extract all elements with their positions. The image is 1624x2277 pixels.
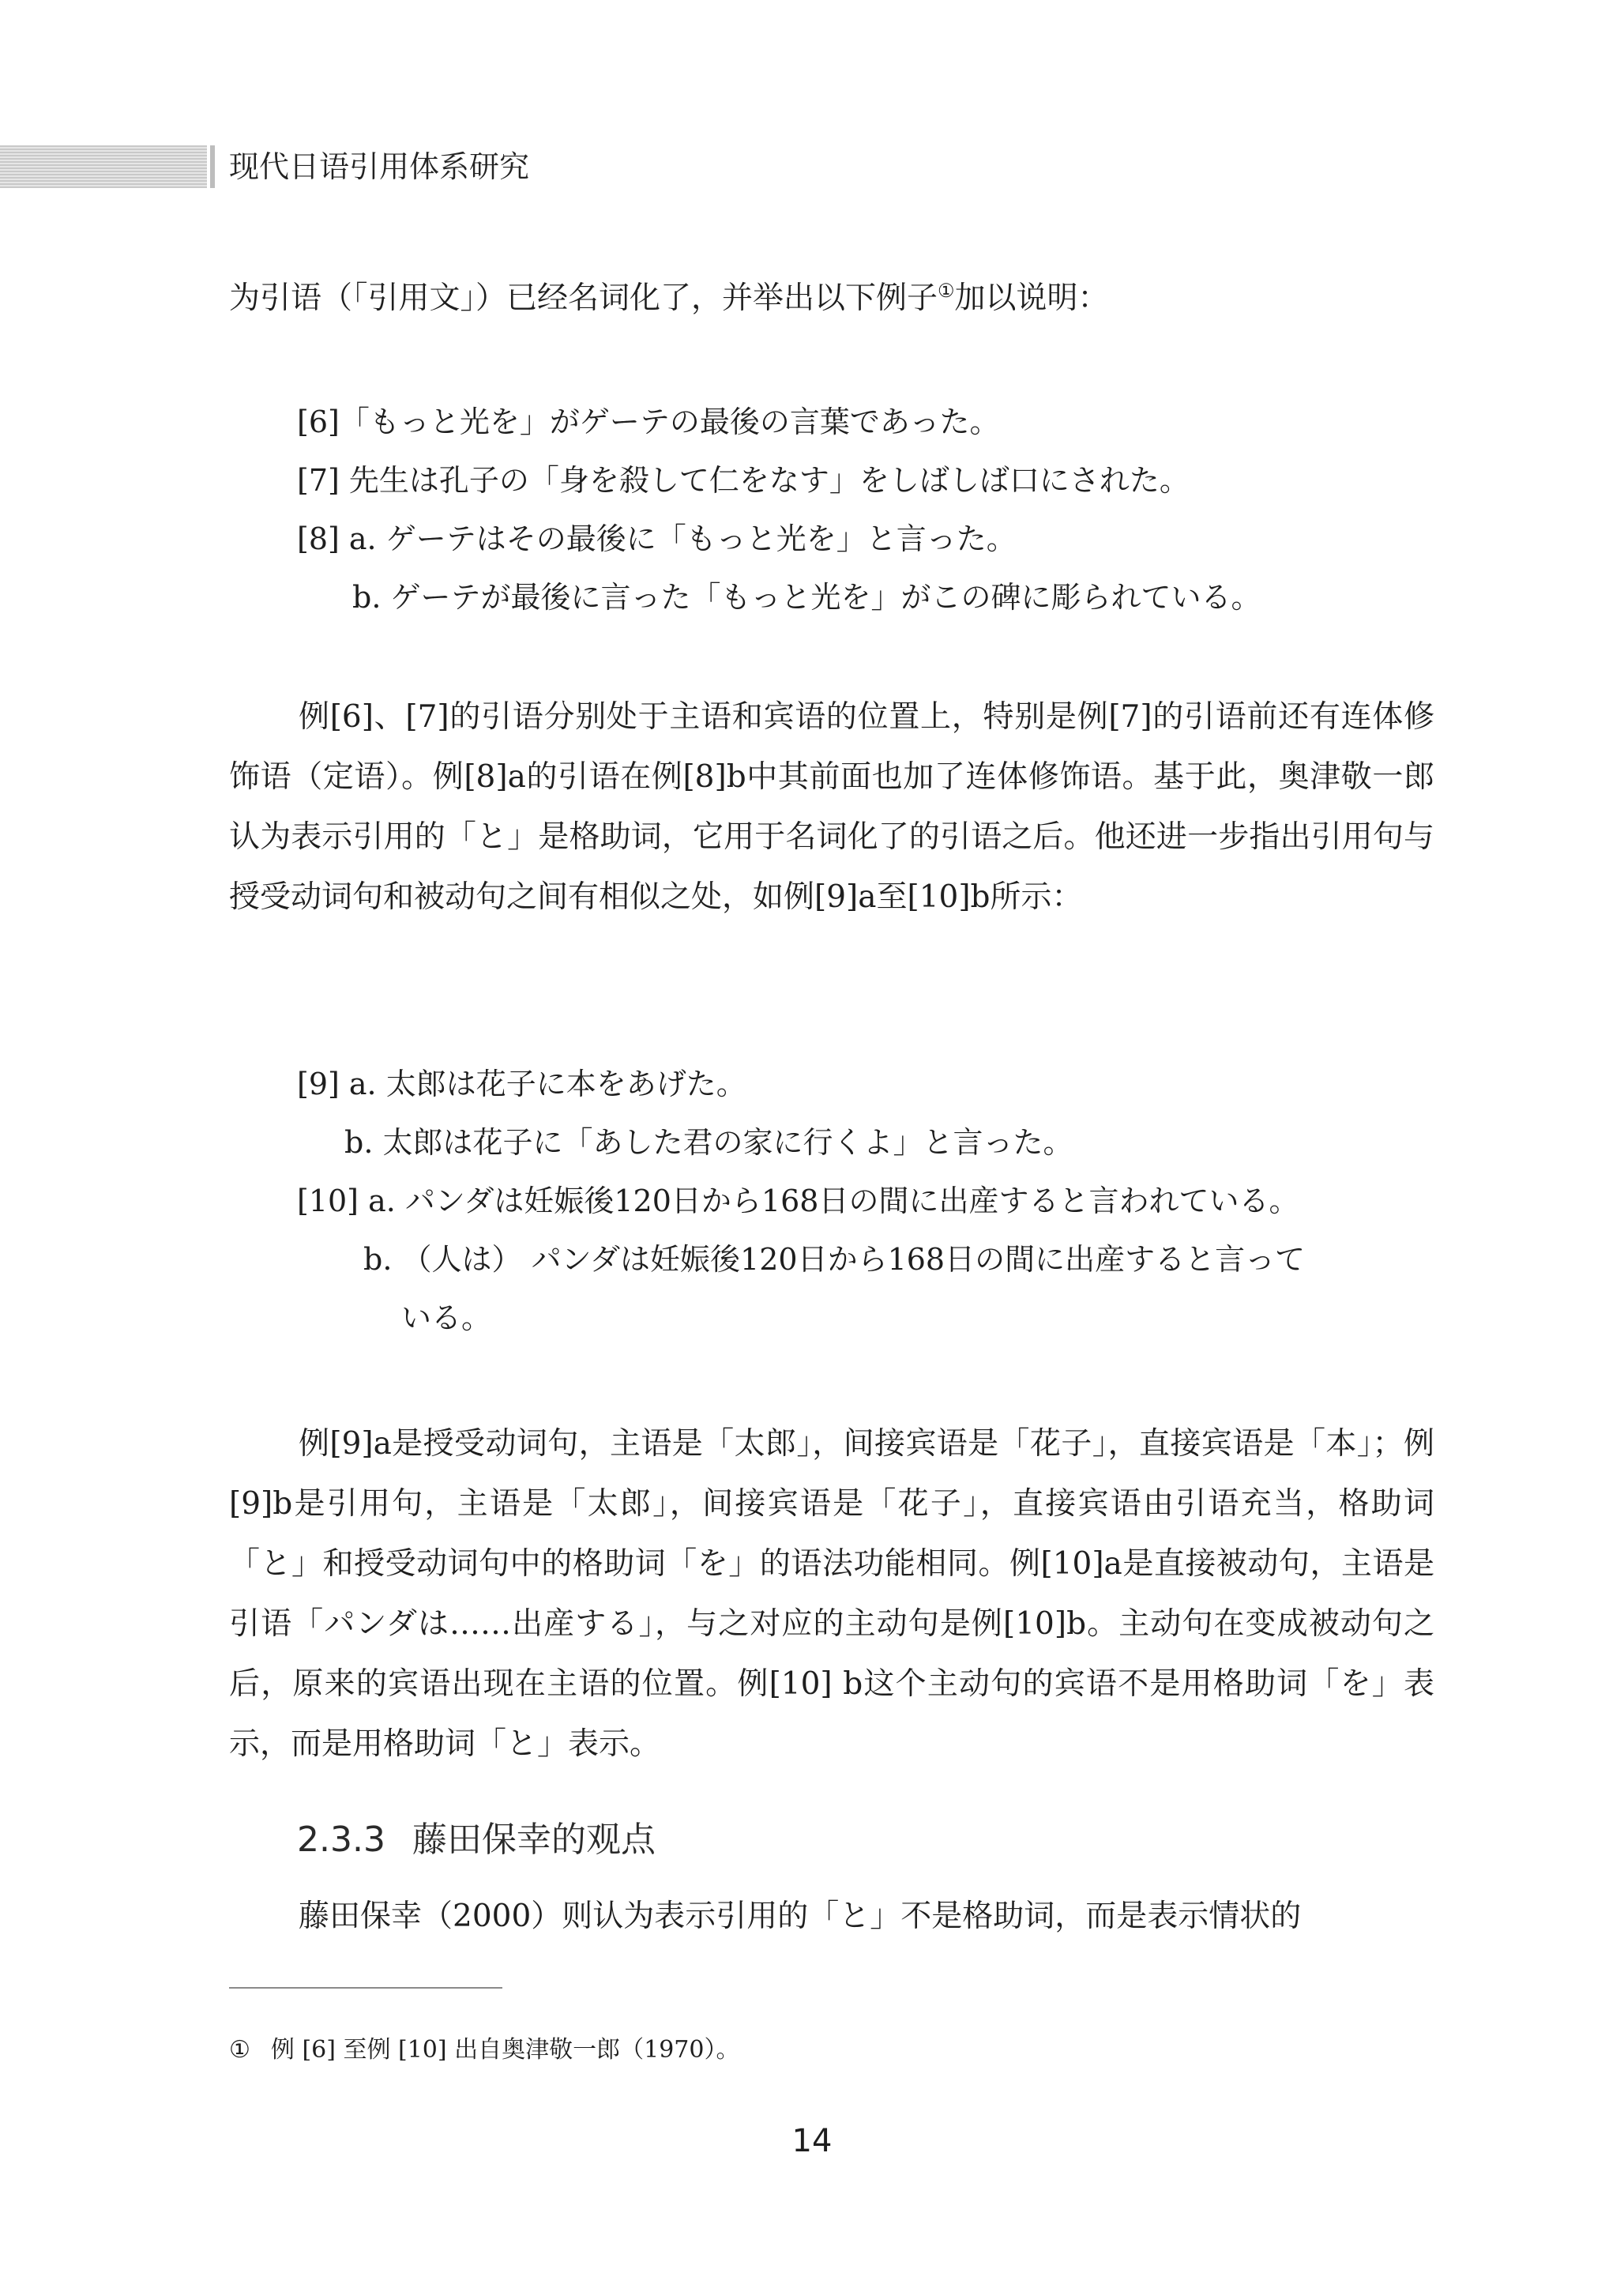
example-8a: [8] a. ゲーテはその最後に「もっと光を」と言った。 xyxy=(297,521,1017,556)
page-number: 14 xyxy=(791,2123,833,2159)
footnote xyxy=(229,2030,739,2070)
footnote-text: 例 [6] 至例 [10] 出自奥津敬一郎（1970）。 xyxy=(270,2036,740,2064)
example-10a: [10] a. パンダは妊娠後120日から168日の間に出産すると言われている。 xyxy=(297,1184,1299,1218)
header-decoration-bar xyxy=(0,145,207,188)
section-title: 藤田保幸的观点 xyxy=(412,1820,656,1860)
body-paragraph-1: 例[6]、[7]的引语分别处于主语和宾语的位置上，特别是例[7]的引语前还有连体修饰语（定语）。例[8]a的引语在例[8]b中其前面也加了连体修饰语。基于此，奥津敬一郎认为表示引用的「と」是格助词，它用于名词化了的引语之后。他还进一步指出引用句与授受动词句和被动句之间有相似之处，如例[9]a至[10]b所示： xyxy=(229,699,1434,915)
body-paragraph-3: 藤田保幸（2000）则认为表示引用的「と」不是格助词，而是表示情状的 xyxy=(299,1899,1302,1934)
example-7: [7] 先生は孔子の「身を殺して仁をなす」をしばしば口にされた。 xyxy=(297,463,1190,498)
example-9a: [9] a. 太郎は花子に本をあげた。 xyxy=(297,1067,746,1101)
example-9b: b. 太郎は花子に「あした君の家に行くよ」と言った。 xyxy=(344,1125,1073,1160)
example-6: [6]「もっと光を」がゲーテの最後の言葉であった。 xyxy=(297,405,1000,439)
intro-text: 为引语（「引用文」）已经名词化了，并举出以下例子 xyxy=(229,280,938,316)
footnote-divider xyxy=(229,1987,502,1989)
running-header-title: 现代日语引用体系研究 xyxy=(229,149,530,184)
intro-paragraph xyxy=(229,269,1434,329)
body-paragraph-2: 例[9]a是授受动词句，主语是「太郎」，间接宾语是「花子」，直接宾语是「本」；例[9]b是引用句，主语是「太郎」，间接宾语是「花子」，直接宾语由引语充当，格助词「と」和授受动词句中的格助词「を」的语法功能相同。例[10]a是直接被动句，主语是引语「パンダは……出産する」，与之对应的主动句是例[10]b。主动句在变成被动句之后，原来的宾语出现在主语的位置。例[10] b这个主动句的宾语不是用格助词「を」表示，而是用格助词「と」表示。 xyxy=(229,1426,1434,1762)
footnote-reference: ① xyxy=(938,280,955,302)
footnote-mark: ① xyxy=(229,2036,250,2064)
intro-text-end: 加以说明： xyxy=(954,280,1109,316)
section-heading xyxy=(297,1812,656,1868)
example-10b: b. （人は） パンダは妊娠後120日から168日の間に出産すると言って xyxy=(363,1242,1306,1277)
section-number: 2.3.3 xyxy=(297,1820,385,1860)
example-10b-continued: いる。 xyxy=(401,1300,492,1335)
example-8b: b. ゲーテが最後に言った「もっと光を」がこの碑に彫られている。 xyxy=(352,580,1261,615)
